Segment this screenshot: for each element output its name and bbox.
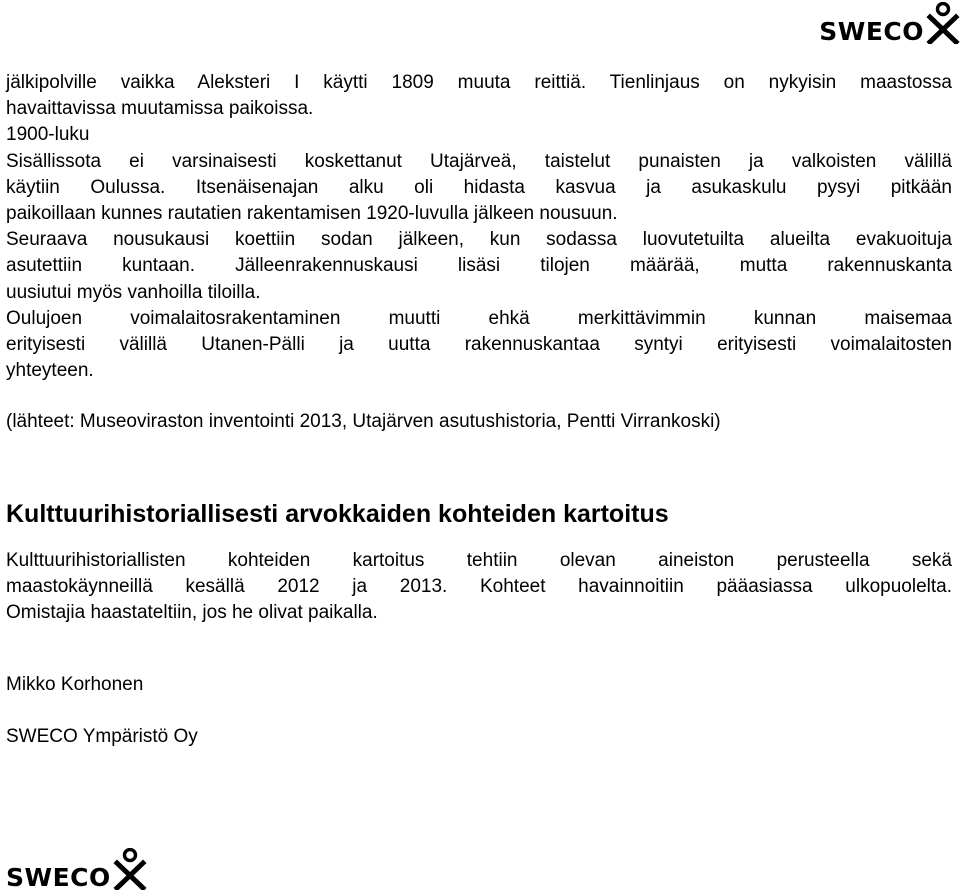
text-line: uusiutui myös vanhoilla tiloilla. xyxy=(6,281,261,303)
text-line: havaittavissa muutamissa paikoissa. xyxy=(6,98,314,120)
subheading-1900-luku: 1900-luku xyxy=(6,124,90,146)
section-heading: Kulttuurihistoriallisesti arvokkaiden kohteiden kartoitus xyxy=(6,499,669,528)
text-line: Omistajia haastateltiin, jos he olivat paikalla. xyxy=(6,602,378,624)
text-line: jälkipolville vaikka Aleksteri I käytti 1809 muuta reittiä. Tienlinjaus on nykyisin maastossa xyxy=(6,72,952,93)
text-line: asutettiin kuntaan. Jälleenrakennuskausi lisäsi tilojen määrää, mutta rakennuskanta xyxy=(6,255,952,277)
paragraph-travel-route xyxy=(6,70,952,122)
footer-logo xyxy=(6,848,147,890)
sources-note: (lähteet: Museoviraston inventointi 2013, Utajärven asutushistoria, Pentti Virrankoski) xyxy=(6,411,721,433)
text-line: Oulujoen voimalaitosrakentaminen muutti ehkä merkittävimmin kunnan maisemaa xyxy=(6,307,952,329)
header-logo-text: SWECO xyxy=(819,17,924,46)
paragraph-survey xyxy=(6,548,952,627)
text-line: erityisesti välillä Utanen-Pälli ja uutta rakennuskantaa syntyi erityisesti voimalaitosten xyxy=(6,334,952,356)
signature-name: Mikko Korhonen xyxy=(6,674,144,696)
text-line: Kulttuurihistoriallisten kohteiden kartoitus tehtiin olevan aineiston perusteella sekä xyxy=(6,549,952,571)
header-logo xyxy=(819,2,960,44)
text-line: Seuraava nousukausi koettiin sodan jälkeen, kun sodassa luovutetuilta alueilta evakuoituja xyxy=(6,229,952,251)
text-line: maastokäynneillä kesällä 2012 ja 2013. Kohteet havainnoitiin pääasiassa ulkopuolelta. xyxy=(6,575,952,597)
sweco-mark-icon xyxy=(926,2,960,44)
signature-company: SWECO Ympäristö Oy xyxy=(6,726,198,748)
sweco-mark-icon xyxy=(113,848,147,890)
text-line: yhteyteen. xyxy=(6,360,94,382)
document-body xyxy=(6,70,952,750)
paragraph-1900s xyxy=(6,122,952,384)
text-line: Sisällissota ei varsinaisesti koskettanut Utajärveä, taistelut punaisten ja valkoisten välillä xyxy=(6,150,952,172)
text-line: käytiin Oulussa. Itsenäisenajan alku oli hidasta kasvua ja asukaskulu pysyi pitkään xyxy=(6,176,952,198)
footer-logo-text: SWECO xyxy=(6,863,111,892)
text-line: paikoillaan kunnes rautatien rakentamisen 1920-luvulla jälkeen nousuun. xyxy=(6,203,618,225)
